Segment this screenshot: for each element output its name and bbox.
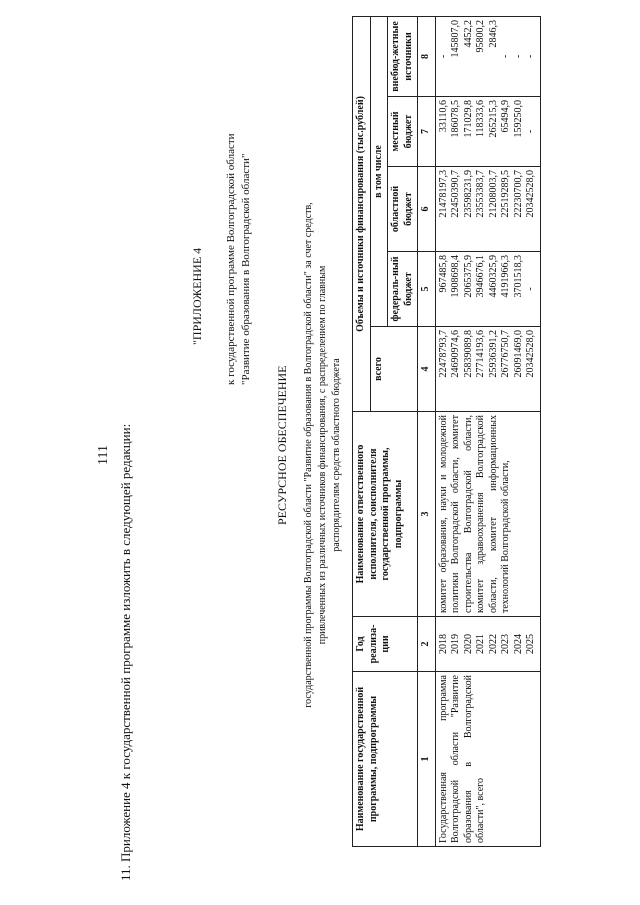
year-value: 2018 (437, 634, 449, 654)
total-cell (435, 327, 540, 412)
year-value: 2019 (450, 634, 461, 654)
federal-value: 2065375,9 (462, 255, 474, 298)
regional-value: 22450390,7 (450, 170, 461, 218)
program-name-cell: Государственная программа Волгоградской области "Развитие образования в Волгоградской области", всего (435, 672, 540, 847)
federal-cell (435, 252, 540, 327)
section-subtitle-2: привлеченных из различных источников финансирования, с распределением по главным (317, 265, 328, 645)
federal-value: 3701518,3 (512, 255, 524, 298)
extra-value: 4452,2 (462, 19, 474, 48)
section-subtitle-3: распорядителям средств областного бюджета (331, 358, 342, 552)
regional-value: 22519289,5 (500, 170, 511, 218)
total-value: 24690974,6 (450, 330, 461, 378)
regional-value: 21478197,3 (437, 170, 449, 218)
extra-value: 145807,0 (450, 19, 461, 58)
local-value: 65494,9 (500, 100, 511, 133)
header-volumes: Объемы и источники финансирования (тыс.рублей) (353, 16, 371, 411)
local-value: 33110,6 (437, 100, 449, 133)
header-total: всего (370, 327, 418, 412)
header-federal: федераль-ный бюджет (388, 252, 418, 327)
local-value: 159250,0 (512, 100, 524, 138)
extra-value: - (512, 54, 524, 59)
federal-value: 3946676,1 (475, 255, 486, 298)
extra-value: - (500, 54, 511, 59)
header-including: в том числе (370, 16, 388, 326)
header-extra: внебюд-жетные источники (388, 16, 418, 96)
year-value: 2023 (500, 634, 511, 654)
year-value: 2021 (475, 634, 486, 654)
col-number: 6 (418, 167, 436, 252)
regional-value: 21208003,7 (487, 170, 499, 218)
total-value: 25936391,2 (487, 330, 499, 378)
year-value: 2022 (487, 634, 499, 654)
federal-value: 4191966,3 (500, 255, 511, 298)
column-number-row (418, 16, 436, 846)
header-regional: областной бюджет (388, 167, 418, 252)
header-local: местный бюджет (388, 97, 418, 167)
extra-value: - (525, 54, 536, 59)
extra-cell (435, 16, 540, 96)
col-number: 4 (418, 327, 436, 412)
item-title: 11. Приложение 4 к государственной программе изложить в следующей редакции: (118, 423, 133, 881)
federal-value: 1908698,4 (450, 255, 461, 298)
local-value: - (525, 129, 536, 134)
total-value: 22478793,7 (437, 330, 449, 378)
appendix-title: "ПРИЛОЖЕНИЕ 4 (190, 247, 204, 345)
years-cell (435, 617, 540, 672)
local-value: 265215,3 (487, 100, 499, 138)
regional-value: 23598231,9 (462, 170, 474, 218)
year-value: 2025 (525, 634, 536, 654)
appendix-line-1: к государственной программе Волгоградской области (225, 133, 237, 385)
total-value: 27714193,6 (475, 330, 486, 378)
local-cell (435, 97, 540, 167)
extra-value: - (437, 54, 449, 59)
col-number: 1 (418, 672, 436, 847)
header-program: Наименование государственной программы, подпрограммы (353, 672, 418, 847)
col-number: 8 (418, 16, 436, 96)
total-value: 26776750,7 (500, 330, 511, 378)
federal-value: 967485,8 (437, 255, 449, 293)
regional-value: 20342528,0 (525, 170, 536, 218)
local-value: 186078,5 (450, 100, 461, 138)
section-subtitle-1: государственной программы Волгоградской области "Развитие образования в Волгоградской области" за счет средств, (303, 202, 314, 708)
executor-cell: комитет образования, науки и молодежной политики Волгоградской области, комитет строительства Волгоградской области, комитет здравоохранения Волгоградской области, комитет информационных технологий Волгоградской области, (435, 412, 540, 617)
total-value: 25839089,8 (462, 330, 474, 378)
total-value: 20342528,0 (525, 330, 536, 378)
regional-value: 22230700,7 (512, 170, 524, 218)
regional-value: 23553383,7 (475, 170, 486, 218)
year-value: 2024 (512, 634, 524, 654)
page-number: 111 (96, 445, 111, 465)
year-value: 2020 (462, 634, 474, 654)
local-value: 118333,6 (475, 100, 486, 138)
regional-cell (435, 167, 540, 252)
header-executor: Наименование ответственного исполнителя, соисполнителя государственной программы, подпрограммы (353, 412, 418, 617)
local-value: 171029,8 (462, 100, 474, 138)
table-row (435, 16, 540, 846)
col-number: 2 (418, 617, 436, 672)
total-value: 26091469,0 (512, 330, 524, 378)
appendix-line-2: "Развитие образования в Волгоградской области" (240, 153, 252, 385)
col-number: 7 (418, 97, 436, 167)
col-number: 3 (418, 412, 436, 617)
extra-value: 2846,3 (487, 19, 499, 48)
section-title: РЕСУРСНОЕ ОБЕСПЕЧЕНИЕ (275, 365, 289, 525)
header-year: Год реализа-ции (353, 617, 418, 672)
col-number: 5 (418, 252, 436, 327)
federal-value: 4460325,9 (487, 255, 499, 298)
resource-table (352, 16, 541, 847)
federal-value: - (525, 287, 536, 291)
extra-value: 95800,2 (475, 19, 486, 53)
